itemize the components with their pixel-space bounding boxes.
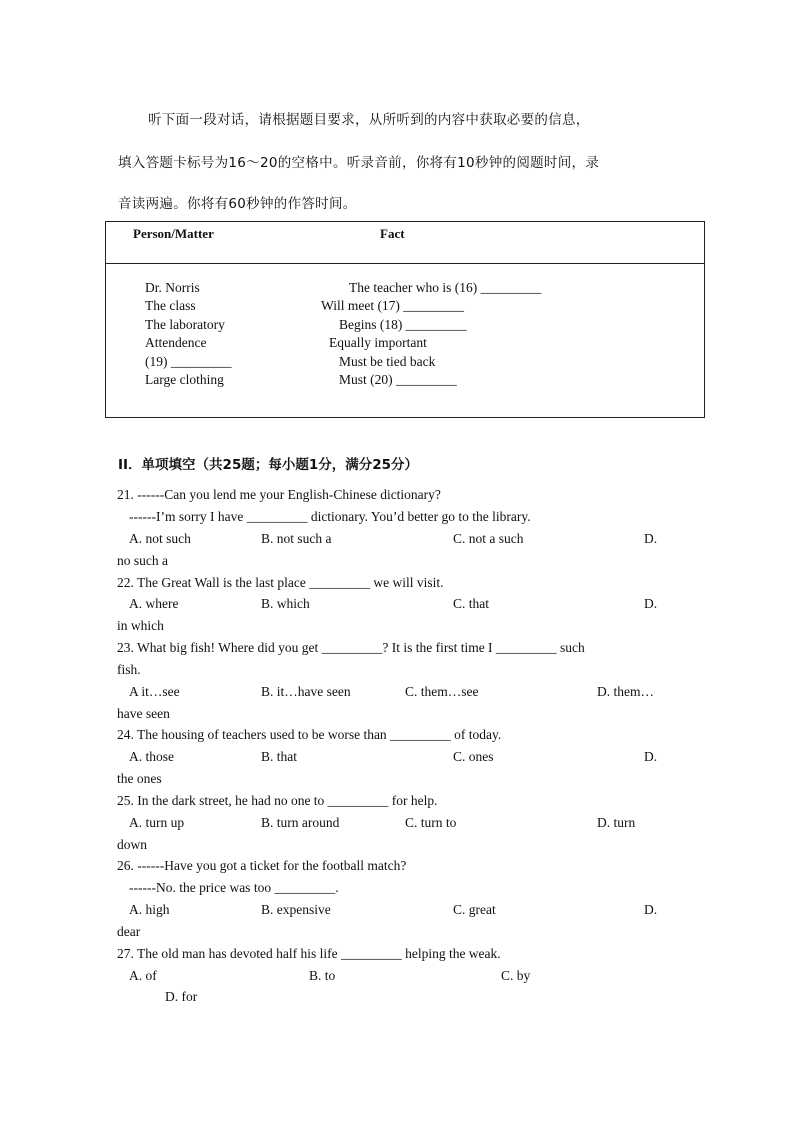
option-b: B. that: [261, 749, 297, 764]
option-b: B. turn around: [261, 815, 340, 830]
option-b: B. not such a: [261, 531, 332, 546]
option-d-text: have seen: [117, 706, 170, 721]
option-c: C. not a such: [453, 531, 524, 546]
option-d: D. for: [165, 989, 198, 1004]
intro-line-1: 听下面一段对话，请根据题目要求，从所听到的内容中获取必要的信息，: [148, 112, 590, 128]
question-stem: 26. ------Have you got a ticket for the football match?: [117, 858, 407, 873]
option-a: A. of: [129, 968, 157, 983]
table-header-fact: Fact: [380, 226, 405, 241]
option-c: C. turn to: [405, 815, 457, 830]
table-row-fact: Begins (18) _________: [339, 317, 467, 332]
question-stem: 21. ------Can you lend me your English-Chinese dictionary?: [117, 487, 441, 502]
table-row-person: Attendence: [145, 335, 207, 350]
intro-line-3: 音读两遍。你将有60秒钟的作答时间。: [118, 196, 357, 212]
option-b: B. to: [309, 968, 336, 983]
option-d-text: the ones: [117, 771, 162, 786]
option-d-text: dear: [117, 924, 141, 939]
option-d: D.: [644, 531, 658, 546]
question-stem: 24. The housing of teachers used to be worse than _________ of today.: [117, 727, 502, 742]
table-divider: [106, 263, 704, 264]
option-d-text: in which: [117, 618, 164, 633]
option-b: B. it…have seen: [261, 684, 351, 699]
option-c: C. that: [453, 596, 489, 611]
table-row-fact: The teacher who is (16) _________: [349, 280, 542, 295]
question-stem: ------I’m sorry I have _________ dictionary. You’d better go to the library.: [129, 509, 531, 524]
intro-line-2: 填入答题卡标号为16～20的空格中。听录音前，你将有10秒钟的阅题时间，录: [118, 155, 600, 171]
option-d-text: down: [117, 837, 147, 852]
option-b: B. expensive: [261, 902, 331, 917]
question-stem: fish.: [117, 662, 141, 677]
option-d: D.: [644, 596, 658, 611]
question-stem: 27. The old man has devoted half his life _________ helping the weak.: [117, 946, 501, 961]
option-d: D.: [644, 902, 658, 917]
table-row-fact: Must (20) _________: [339, 372, 457, 387]
table-row-person: (19) _________: [145, 354, 232, 369]
table-row-person: Dr. Norris: [145, 280, 200, 295]
section-title: II．单项填空（共25题；每小题1分，满分25分）: [118, 457, 419, 473]
question-stem: ------No. the price was too _________.: [129, 880, 339, 895]
table-header-person: Person/Matter: [133, 226, 214, 241]
table-row-person: The laboratory: [145, 317, 225, 332]
option-c: C. by: [501, 968, 531, 983]
question-stem: 25. In the dark street, he had no one to _________ for help.: [117, 793, 438, 808]
option-a: A. turn up: [129, 815, 185, 830]
table-row-fact: Will meet (17) _________: [321, 298, 465, 313]
option-a: A. not such: [129, 531, 191, 546]
option-c: C. great: [453, 902, 496, 917]
option-a: A. those: [129, 749, 174, 764]
listening-table: [105, 221, 705, 418]
table-row-fact: Must be tied back: [339, 354, 436, 369]
table-row-person: The class: [145, 298, 196, 313]
option-b: B. which: [261, 596, 310, 611]
question-stem: 22. The Great Wall is the last place _________ we will visit.: [117, 575, 444, 590]
option-d: D. them…: [597, 684, 654, 699]
option-d: D.: [644, 749, 658, 764]
option-a: A it…see: [129, 684, 180, 699]
question-stem: 23. What big fish! Where did you get _________? It is the first time I _________ such: [117, 640, 585, 655]
option-d: D. turn: [597, 815, 636, 830]
option-d-text: no such a: [117, 553, 168, 568]
table-row-person: Large clothing: [145, 372, 224, 387]
option-a: A. high: [129, 902, 170, 917]
table-row-fact: Equally important: [329, 335, 427, 350]
option-c: C. ones: [453, 749, 494, 764]
option-a: A. where: [129, 596, 179, 611]
option-c: C. them…see: [405, 684, 479, 699]
